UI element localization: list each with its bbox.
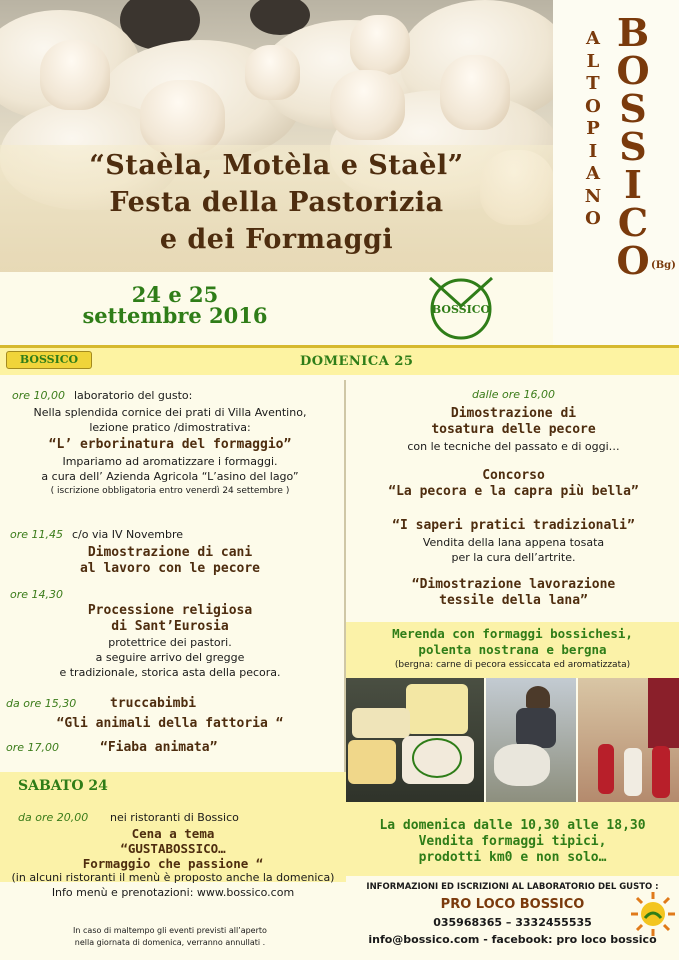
event-title: Formaggio che passione “: [82, 856, 264, 871]
event-title: truccabimbi: [110, 696, 197, 711]
text-line: nei ristoranti di Bossico: [110, 811, 239, 824]
text-line: protettrice dei pastori.: [108, 636, 232, 649]
event-title: “La pecora e la capra più bella”: [388, 484, 639, 499]
side-banner: [553, 0, 679, 345]
small-logo: BOSSICO: [6, 351, 92, 369]
time-3: ore 14,30: [10, 588, 64, 601]
event-title: Dimostrazione di: [450, 406, 577, 421]
event-title: di Sant’Eurosia: [111, 619, 229, 634]
event-title: “L’ erborinatura del formaggio”: [48, 437, 292, 452]
altopiano-vertical: A L T O P I A N O: [584, 28, 602, 229]
vendita-line-3: prodotti km0 e non solo…: [418, 850, 607, 865]
note-line: In caso di maltempo gli eventi previsti all’aperto: [73, 926, 267, 935]
text-line: c/o via IV Novembre: [72, 528, 184, 541]
title-line-3: e dei Formaggi: [159, 224, 394, 255]
event-title: Dimostrazione di cani: [87, 545, 253, 560]
procession-photo: [578, 678, 679, 802]
time-1: ore 10,00: [12, 389, 66, 402]
merenda-line-2: polenta nostrana e bergna: [418, 642, 607, 657]
province: (Bg): [651, 260, 676, 271]
date-line-2: settembre 2016: [82, 303, 268, 328]
text-line: Info menù e prenotazioni: www.bossico.com: [51, 886, 295, 899]
event-title: tosatura delle pecore: [431, 422, 596, 437]
text-line: ( iscrizione obbligatoria entro venerdì 24 settembre ): [50, 486, 290, 496]
vendita-line-2: Vendita formaggi tipici,: [418, 834, 607, 849]
note-line: nella giornata di domenica, verranno annullati .: [74, 938, 266, 947]
time-2: ore 11,45: [10, 528, 64, 541]
event-title: tessile della lana”: [439, 593, 588, 608]
sabato-time: da ore 20,00: [18, 811, 89, 824]
domenica-heading: DOMENICA 25: [300, 354, 414, 369]
photo-strip: [346, 678, 679, 802]
event-title: “Dimostrazione lavorazione: [411, 577, 616, 592]
cheese-photo: [346, 678, 484, 802]
text-line: per la cura dell’artrite.: [451, 551, 576, 564]
info-heading: INFORMAZIONI ED ISCRIZIONI AL LABORATORIO DEL GUSTO :: [366, 882, 659, 892]
bossico-vertical: B O S S I C O: [616, 10, 650, 283]
time-5: ore 17,00: [6, 741, 60, 754]
shearing-photo: [486, 678, 576, 802]
title-line-1: “Staèla, Motèla e Staèl”: [89, 150, 464, 181]
date-line-1: 24 e 25: [131, 282, 219, 307]
text-line: con le tecniche del passato e di oggi…: [407, 440, 620, 453]
event-title: al lavoro con le pecore: [79, 561, 260, 576]
bossico-logo: BOSSICO: [422, 270, 500, 340]
text-line: Impariamo ad aromatizzare i formaggi.: [62, 455, 278, 468]
text-line: lezione pratico /dimostrativa:: [89, 421, 251, 434]
event-title: “GUSTABOSSICO…: [120, 841, 226, 856]
event-title: Concorso: [482, 468, 545, 483]
hero-photo: [0, 0, 553, 272]
text-line: a cura dell’ Azienda Agricola “L’asino del lago”: [41, 470, 299, 483]
sabato-heading: SABATO 24: [18, 778, 108, 794]
phones: 035968365 – 3332455535: [433, 916, 592, 929]
org-name: PRO LOCO BOSSICO: [440, 897, 585, 912]
time-right: dalle ore 16,00: [471, 388, 556, 401]
text-line: Nella splendida cornice dei prati di Villa Aventino,: [33, 406, 307, 419]
contacts[interactable]: info@bossico.com - facebook: pro loco bossico: [368, 933, 657, 946]
vendita-line-1: La domenica dalle 10,30 alle 18,30: [379, 818, 646, 833]
pro-loco-logo: [629, 890, 677, 938]
merenda-line-1: Merenda con formaggi bossichesi,: [392, 626, 633, 641]
text-line: (in alcuni ristoranti il menù è proposto anche la domenica): [11, 871, 335, 884]
text-line: a seguire arrivo del gregge: [95, 651, 245, 664]
event-title: “I saperi pratici tradizionali”: [392, 518, 635, 533]
event-title: Processione religiosa: [87, 603, 253, 618]
lab-label: laboratorio del gusto:: [74, 389, 193, 402]
merenda-note: (bergna: carne di pecora essiccata ed aromatizzata): [394, 660, 631, 670]
event-title: Cena a tema: [131, 826, 215, 841]
title-line-2: Festa della Pastorizia: [109, 187, 444, 218]
time-4: da ore 15,30: [6, 697, 77, 710]
text-line: e tradizionale, storica asta della pecora.: [59, 666, 281, 679]
text-line: Vendita della lana appena tosata: [422, 536, 605, 549]
event-title: “Fiaba animata”: [100, 740, 218, 755]
event-title: “Gli animali della fattoria “: [56, 716, 284, 731]
